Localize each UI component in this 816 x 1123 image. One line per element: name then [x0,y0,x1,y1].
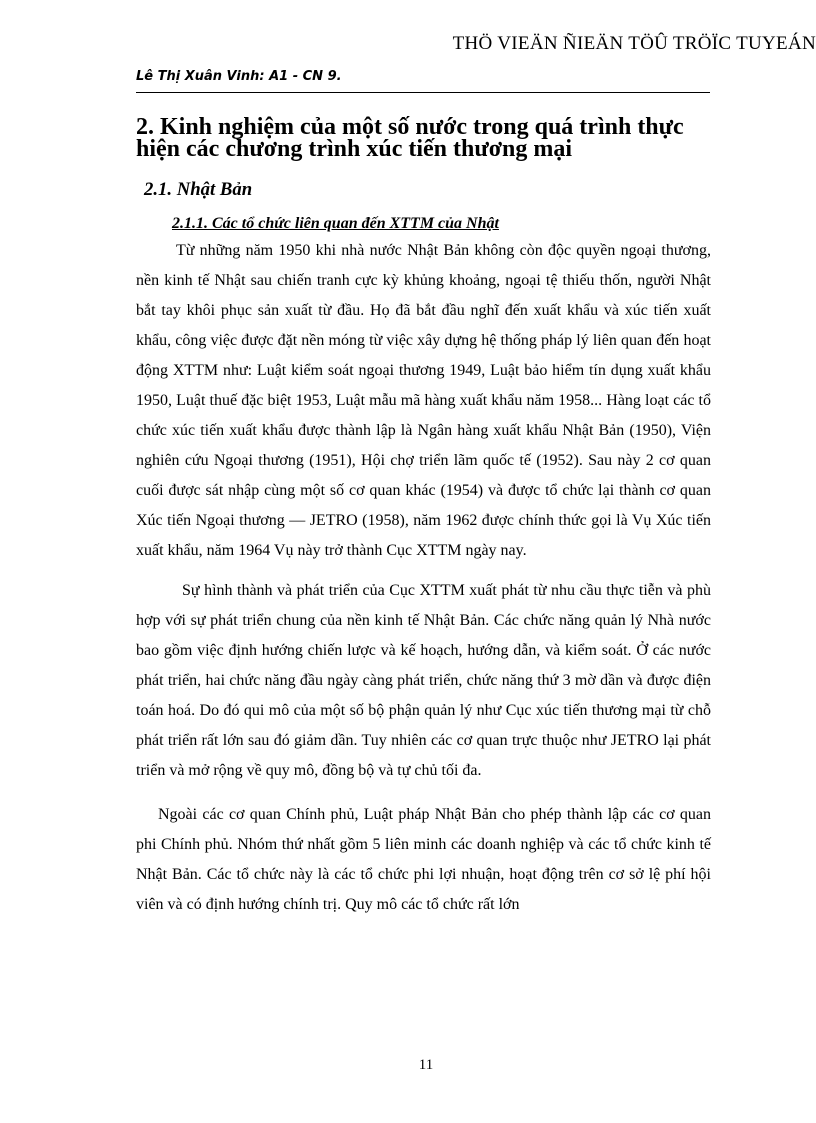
site-banner: THÖ VIEÄN ÑIEÄN TÖÛ TRÖÏC TUYEÁN [452,33,816,54]
header-divider [136,92,710,93]
author-line: Lê Thị Xuân Vinh: A1 - CN 9. [136,69,342,84]
page-number: 11 [418,1057,434,1073]
paragraph: Sự hình thành và phát triển của Cục XTTM xuất phát từ nhu cầu thực tiễn và phù hợp với sự phát triển chung của nền kinh tế Nhật Bản. Các chức năng quản lý Nhà nước bao gồm việc định hướng chiến lược và kế hoạch, hướng dẫn, và kiểm soát. Ở các nước phát triển, hai chức năng đầu ngày càng phát triển, chức năng thứ 3 mờ dần và được điện toán hoá. Do đó qui mô của một số bộ phận quản lý như Cục xúc tiến thương mại từ chỗ phát triển rất lớn sau đó giảm dần. Tuy nhiên các cơ quan trực thuộc như JETRO lại phát triển và mở rộng về quy mô, đồng bộ và tự chủ tối đa. [136,582,711,779]
subsection-heading: 2.1. Nhật Bản [144,179,253,200]
paragraph: Từ những năm 1950 khi nhà nước Nhật Bản không còn độc quyền ngoại thương, nền kinh tế Nhật sau chiến tranh cực kỳ khủng khoảng, ngoại tệ thiếu thốn, người Nhật bắt tay khôi phục sản xuất từ đầu. Họ đã bắt đầu nghĩ đến xuất khẩu và xúc tiến xuất khẩu, công việc được đặt nền móng từ việc xây dựng hệ thống pháp lý liên quan đến hoạt động XTTM như: Luật kiểm soát ngoại thương 1949, Luật bảo hiểm tín dụng xuất khẩu 1950, Luật thuế đặc biệt 1953, Luật mẫu mã hàng xuất khẩu năm 1958... Hàng loạt các tổ chức xúc tiến xuất khẩu được thành lập là Ngân hàng xuất khẩu Nhật Bản (1950), Viện nghiên cứu Ngoại thương (1951), Hội chợ triển lãm quốc tế (1952). Sau này 2 cơ quan cuối được sát nhập cùng một số cơ quan khác (1954) và được tổ chức lại thành cơ quan Xúc tiến Ngoại thương — JETRO (1958), năm 1962 được chính thức gọi là Vụ Xúc tiến xuất khẩu, năm 1964 Vụ này trở thành Cục XTTM ngày nay. [136,242,711,559]
paragraph: Ngoài các cơ quan Chính phủ, Luật pháp Nhật Bản cho phép thành lập các cơ quan phi Chính phủ. Nhóm thứ nhất gồm 5 liên minh các doanh nghiệp và các tổ chức kinh tế Nhật Bản. Các tổ chức này là các tổ chức phi lợi nhuận, hoạt động trên cơ sở lệ phí hội viên và có định hướng chính trị. Quy mô các tổ chức rất lớn [136,806,711,913]
document-body [136,116,711,920]
section-heading: 2. Kinh nghiệm của một số nước trong quá trình thực hiện các chương trình xúc tiến thương mại [136,114,684,162]
subsubsection-heading: 2.1.1. Các tổ chức liên quan đến XTTM của Nhật [172,215,499,232]
